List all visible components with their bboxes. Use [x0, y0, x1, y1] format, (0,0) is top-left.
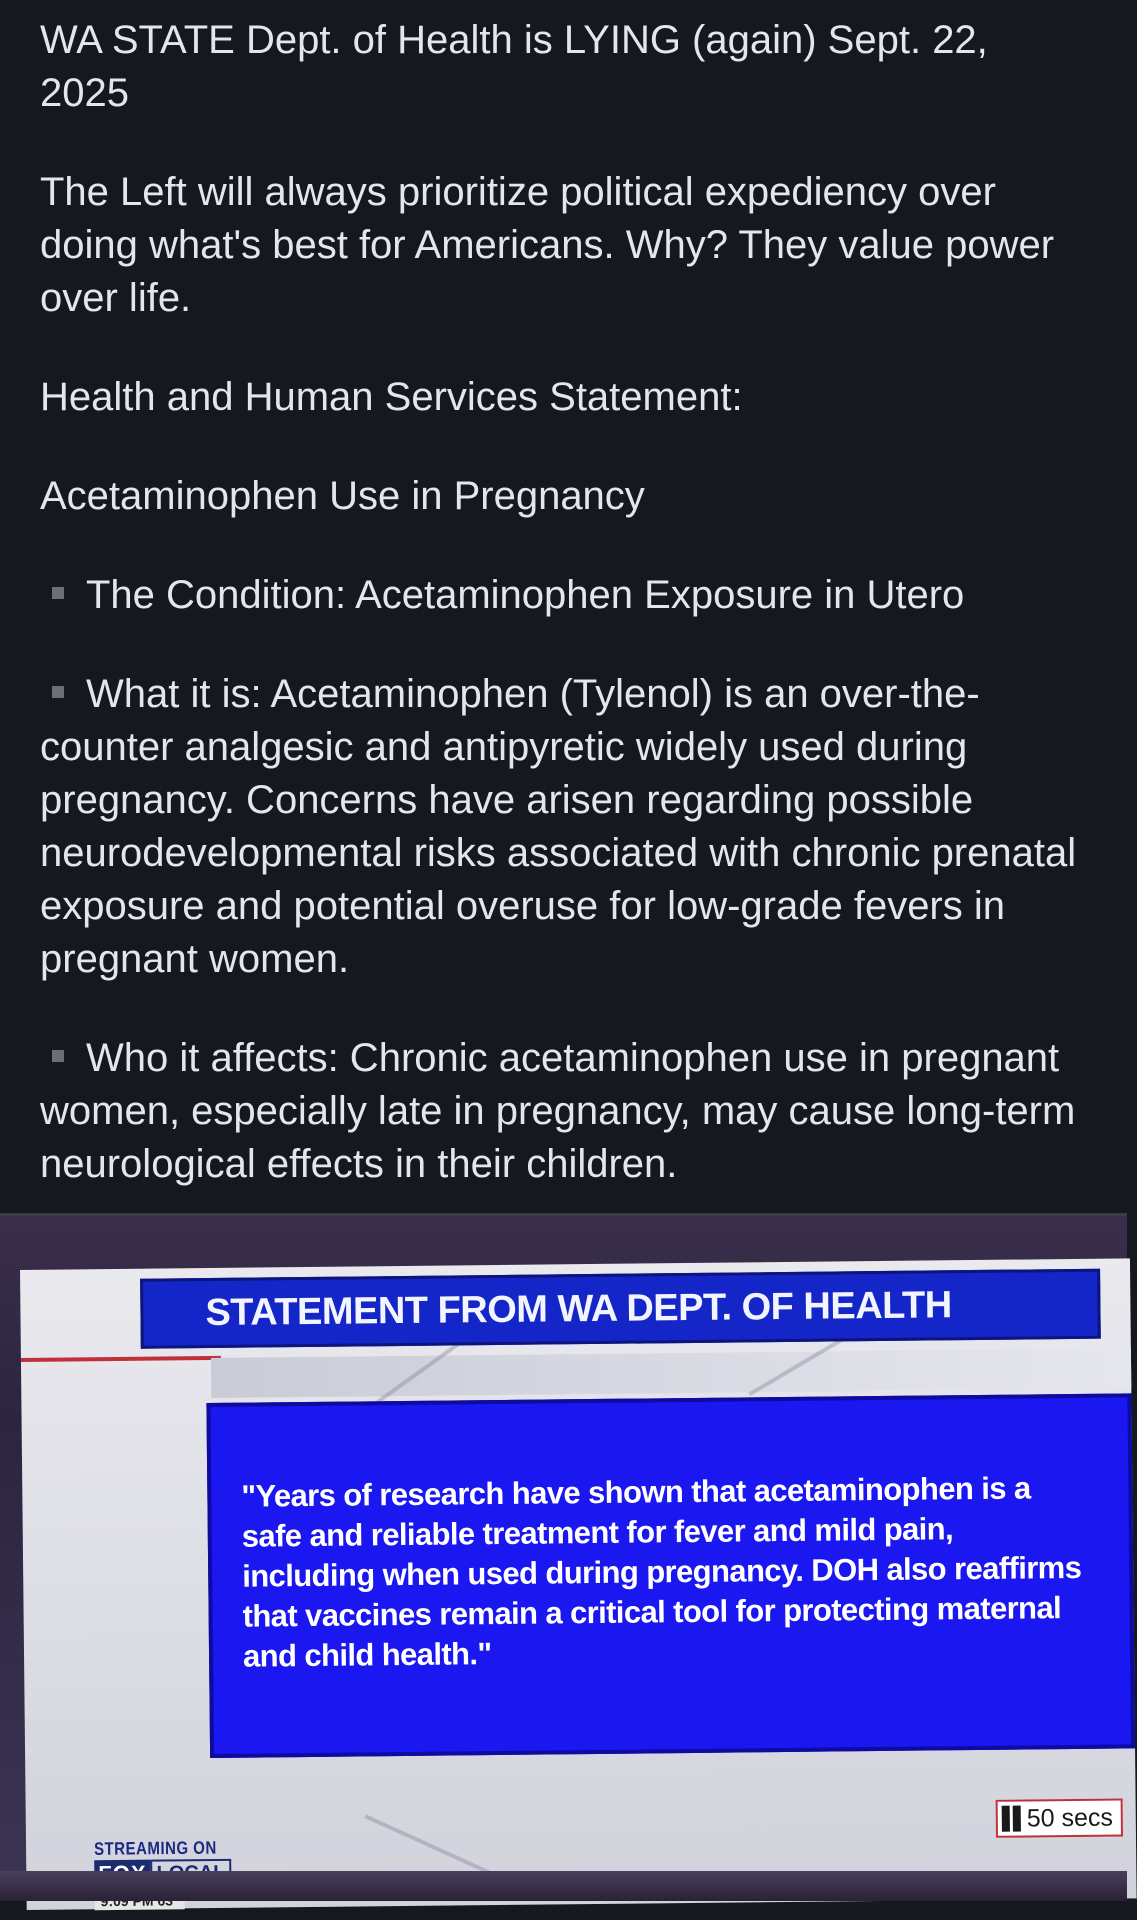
tv-quote-box: [206, 1393, 1135, 1758]
post-paragraph: Health and Human Services Statement:: [40, 375, 743, 419]
bullet-item: [40, 569, 1087, 622]
logo-streaming-label: STREAMING ON: [93, 1837, 217, 1860]
timer-icon: [1002, 1806, 1021, 1832]
tv-screen: [20, 1258, 1137, 1910]
tv-timer: [996, 1798, 1124, 1837]
bullet-icon: [52, 587, 64, 599]
tv-headline: STATEMENT FROM WA DEPT. OF HEALTH: [140, 1269, 1101, 1349]
bullet-text: Who it affects: Chronic acetaminophen use in pregnant women, especially late in pregnancy, may cause long-term neurological effects in their children.: [40, 1036, 1076, 1186]
post-paragraph: The Left will always prioritize political expediency over doing what's best for Americans. Why? They value power over life.: [40, 170, 1055, 320]
tv-quote-text: "Years of research have shown that acetaminophen is a safe and reliable treatment for fever and mild pain, including when used during pregnancy. DOH also reaffirms that vaccines remain a critical tool for protecting maternal and child health.": [241, 1470, 1082, 1674]
post-title: WA STATE Dept. of Health is LYING (again) Sept. 22, 2025: [40, 18, 988, 115]
tv-bezel: [0, 1871, 1127, 1901]
tv-accent-line: [21, 1356, 221, 1362]
post-paragraph: Acetaminophen Use in Pregnancy: [40, 474, 645, 518]
bullet-icon: [52, 1050, 64, 1062]
bullet-text: What it is: Acetaminophen (Tylenol) is an over-the-counter analgesic and antipyretic widely used during pregnancy. Concerns have arisen regarding possible neurodevelopmental risks associated with chronic prenatal exposure and potential overuse for low-grade fevers in pregnant women.: [40, 672, 1077, 981]
tv-photo[interactable]: [0, 1216, 1127, 1891]
bullet-item: [40, 668, 1087, 986]
bullet-icon: [52, 686, 64, 698]
bullet-item: [40, 1032, 1087, 1191]
bullet-text: The Condition: Acetaminophen Exposure in Utero: [86, 573, 965, 617]
tv-band: [211, 1348, 1131, 1398]
timer-text: 50 secs: [1026, 1803, 1114, 1832]
